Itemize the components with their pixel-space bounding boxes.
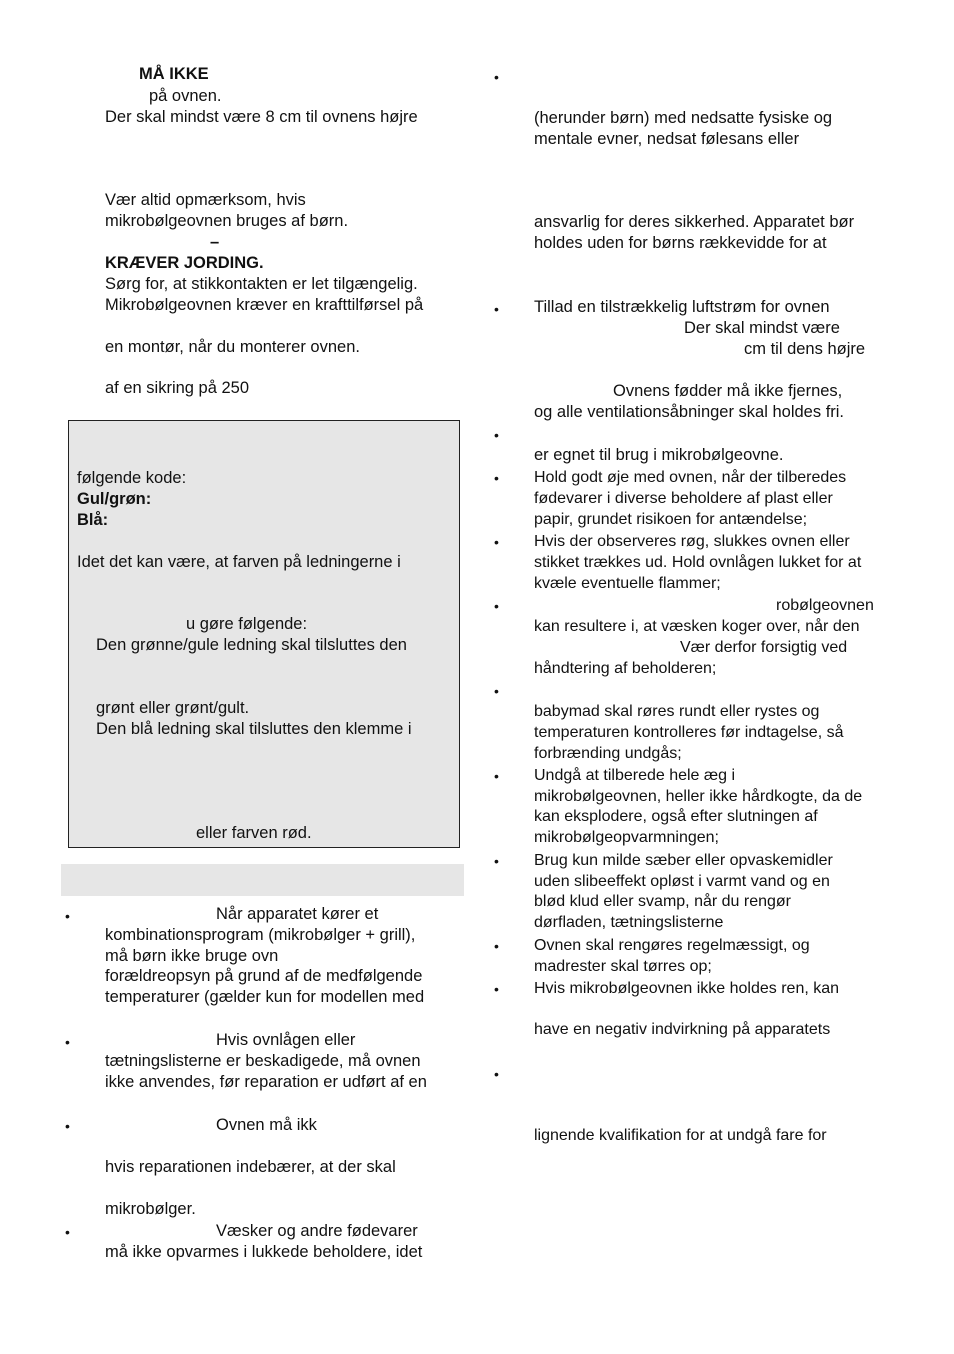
text-line: u gøre følgende: (186, 615, 308, 633)
text-line: eller farven rød. (196, 824, 312, 842)
text-line: Ovnens fødder må ikke fjernes, (613, 382, 843, 400)
text-line: Idet det kan være, at farven på ledningerne i (77, 553, 401, 571)
text-line: fødevarer i diverse beholdere af plast eller (534, 490, 833, 507)
text-line: babymad skal røres rundt eller rystes og (534, 703, 820, 720)
text-line: ikke anvendes, før reparation er udført af en (105, 1073, 427, 1091)
bullet-icon: • (494, 69, 499, 85)
bullet-icon: • (494, 470, 499, 486)
bullet-icon: • (494, 534, 499, 550)
bullet-icon: • (494, 1066, 499, 1082)
grounding-heading: KRÆVER JORDING. (105, 254, 264, 272)
text-line: Væsker og andre fødevarer (216, 1222, 418, 1240)
text-line: Brug kun milde sæber eller opvaskemidler (534, 852, 833, 869)
text-line: er egnet til brug i mikrobølgeovne. (534, 446, 784, 464)
text-line: kvæle eventuelle flammer; (534, 575, 721, 592)
bullet-icon: • (65, 1034, 70, 1050)
text-line: temperaturer (gælder kun for modellen med (105, 988, 425, 1006)
bullet-icon: • (494, 598, 499, 614)
text-line: håndtering af beholderen; (534, 660, 717, 677)
bullet-icon: • (494, 938, 499, 954)
text-line: mikrobølgeovnen bruges af børn. (105, 212, 349, 230)
text-line: Ovnen skal rengøres regelmæssigt, og (534, 937, 810, 954)
text-line: Vær altid opmærksom, hvis (105, 191, 306, 209)
text-line: (herunder børn) med nedsatte fysiske og (534, 109, 833, 127)
bullet-icon: • (65, 1118, 70, 1134)
warning-heading: MÅ IKKE (139, 65, 209, 83)
text-line: mikrobølgeopvarmningen; (534, 829, 719, 846)
text-line: grønt eller grønt/gult. (96, 699, 250, 717)
text-line: af en sikring på 250 (105, 379, 250, 397)
text-line: Sørg for, at stikkontakten er let tilgængelig. (105, 275, 418, 293)
text-line: blød klud eller svamp, når du rengør (534, 893, 791, 910)
text-line: Tillad en tilstrækkelig luftstrøm for ovnen (534, 298, 830, 316)
bullet-icon: • (65, 1224, 70, 1240)
text-line: mikrobølger. (105, 1200, 196, 1218)
wire-color-label: Gul/grøn: (77, 490, 152, 508)
text-line: holdes uden for børns rækkevidde for at (534, 234, 827, 252)
text-line: Hvis mikrobølgeovnen ikke holdes ren, kan (534, 980, 840, 997)
text-line: cm til dens højre (744, 340, 866, 358)
text-line: Der skal mindst være (684, 319, 840, 337)
text-line: mikrobølgeovnen, heller ikke hårdkogte, da de (534, 788, 863, 805)
text-line: uden slibeeffekt opløst i varmt vand og en (534, 873, 830, 890)
text-line: og alle ventilationsåbninger skal holdes fri. (534, 403, 845, 421)
text-line: kombinationsprogram (mikrobølger + grill), (105, 926, 416, 944)
text-line: Når apparatet kører et (216, 905, 379, 923)
section-heading-band (61, 864, 464, 896)
bullet-icon: • (494, 853, 499, 869)
text-line: en montør, når du monterer ovnen. (105, 338, 360, 356)
text-line: dørfladen, tætningslisterne (534, 914, 724, 931)
text-line: robølgeovnen (776, 597, 874, 614)
text-line: madrester skal tørres op; (534, 958, 712, 975)
bullet-icon: • (65, 908, 70, 924)
text-line: Vær derfor forsigtig ved (680, 639, 848, 656)
text-line: lignende kvalifikation for at undgå fare for (534, 1127, 827, 1144)
text-line: forældreopsyn på grund af de medfølgende (105, 967, 423, 985)
text-line: kan eksplodere, også efter slutningen af (534, 808, 818, 825)
bullet-icon: • (494, 683, 499, 699)
text-line: må børn ikke bruge ovn (105, 947, 279, 965)
text-line: Den grønne/gule ledning skal tilsluttes den (96, 636, 407, 654)
text-line: mentale evner, nedsat følesans eller (534, 130, 800, 148)
text-line: temperaturen kontrolleres før indtagelse, så (534, 724, 844, 741)
text-line: på ovnen. (149, 87, 222, 105)
text-line: følgende kode: (77, 469, 187, 487)
text-line: tætningslisterne er beskadigede, må ovnen (105, 1052, 421, 1070)
text-line: have en negativ indvirkning på apparatets (534, 1021, 831, 1038)
dash: – (210, 233, 220, 251)
wire-color-label: Blå: (77, 511, 109, 529)
text-line: Hvis ovnlågen eller (216, 1031, 356, 1049)
text-line: kan resultere i, at væsken koger over, når den (534, 618, 860, 635)
text-line: må ikke opvarmes i lukkede beholdere, idet (105, 1243, 423, 1261)
text-line: Hvis der observeres røg, slukkes ovnen eller (534, 533, 850, 550)
text-line: forbrænding undgås; (534, 745, 682, 762)
text-line: Hold godt øje med ovnen, når der tilberedes (534, 469, 847, 486)
text-line: Der skal mindst være 8 cm til ovnens højre (105, 108, 418, 126)
bullet-icon: • (494, 768, 499, 784)
text-line: Undgå at tilberede hele æg i (534, 767, 736, 784)
text-line: stikket trækkes ud. Hold ovnlågen lukket for at (534, 554, 862, 571)
text-line: ansvarlig for deres sikkerhed. Apparatet bør (534, 213, 855, 231)
text-line: Mikrobølgeovnen kræver en krafttilførsel på (105, 296, 424, 314)
text-line: hvis reparationen indebærer, at der skal (105, 1158, 396, 1176)
bullet-icon: • (494, 427, 499, 443)
text-line: Den blå ledning skal tilsluttes den klemme i (96, 720, 412, 738)
text-line: Ovnen må ikk (216, 1116, 317, 1134)
bullet-icon: • (494, 981, 499, 997)
text-line: papir, grundet risikoen for antændelse; (534, 511, 808, 528)
bullet-icon: • (494, 301, 499, 317)
